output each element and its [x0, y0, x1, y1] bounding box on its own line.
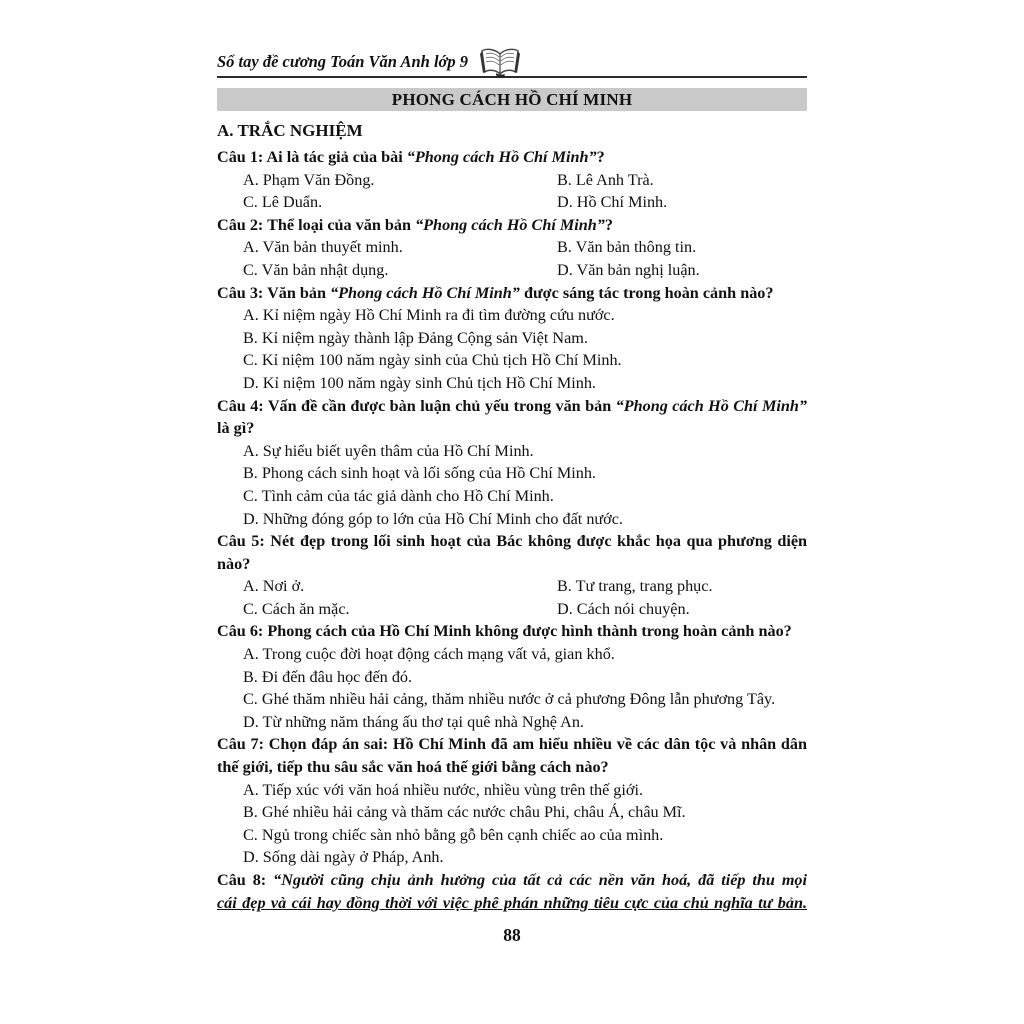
option-text: Tình cảm của tác giả dành cho Hồ Chí Minh.	[261, 486, 554, 505]
option-d	[243, 711, 807, 734]
option-key: D.	[557, 260, 573, 279]
option-a	[243, 236, 557, 259]
question-stem-text	[217, 894, 807, 912]
option-a	[243, 779, 807, 802]
question-stem	[217, 395, 807, 440]
options	[217, 779, 807, 869]
option-key: A.	[243, 170, 259, 189]
option-c	[243, 485, 807, 508]
question-stem	[217, 146, 807, 169]
option-key: B.	[243, 803, 258, 822]
question-3	[217, 282, 807, 395]
option-text: Kỉ niệm 100 năm ngày sinh của Chủ tịch Hồ Chí Minh.	[261, 351, 622, 370]
question-label: Câu 1:	[217, 148, 264, 166]
option-d	[243, 846, 807, 869]
option-d	[557, 259, 807, 282]
options	[217, 440, 807, 530]
options	[217, 575, 807, 620]
question-stem	[217, 733, 807, 778]
option-key: A.	[243, 577, 259, 596]
open-book-icon	[478, 46, 522, 78]
text-segment: Văn bản	[267, 283, 331, 302]
question-label: Câu 3:	[217, 283, 264, 302]
option-text: Ghé thăm nhiều hải cảng, thăm nhiều nước ở cả phương Đông lẫn phương Tây.	[261, 690, 776, 709]
option-b	[243, 327, 807, 350]
text-segment: “Phong cách Hồ Chí Minh”	[406, 148, 597, 166]
option-d	[243, 372, 807, 395]
option-text: Những đóng góp to lớn của Hồ Chí Minh cho đất nước.	[262, 509, 623, 528]
option-c	[243, 598, 557, 621]
question-6	[217, 620, 807, 733]
options	[217, 304, 807, 394]
text-segment: ?	[604, 215, 613, 234]
option-c	[243, 349, 807, 372]
option-text: Từ những năm tháng ấu thơ tại quê nhà Nghệ An.	[262, 712, 584, 731]
option-key: B.	[557, 170, 572, 189]
text-segment: Chọn đáp án sai: Hồ Chí Minh đã am hiểu nhiều về các dân tộc và nhân dân thế giới, tiếp thu sâu sắc văn hoá thế giới bằng cách nào?	[217, 735, 807, 777]
question-label: Câu 5:	[217, 532, 265, 551]
option-key: D.	[243, 848, 259, 867]
option-text: Ghé nhiều hải cảng và thăm các nước châu Phi, châu Á, châu Mĩ.	[261, 803, 686, 822]
option-text: Văn bản thông tin.	[575, 238, 697, 257]
option-key: C.	[243, 351, 258, 370]
option-text: Tiếp xúc với văn hoá nhiều nước, nhiều vùng trên thế giới.	[262, 780, 643, 799]
option-b	[243, 462, 807, 485]
option-b	[243, 666, 807, 689]
text-segment: Ai là tác giả của bài	[266, 148, 407, 166]
question-stem	[217, 282, 807, 305]
option-key: C.	[243, 690, 258, 709]
text-segment: ?	[596, 148, 605, 166]
question-label: Câu 8:	[217, 871, 267, 889]
questions-list	[217, 146, 807, 914]
option-key: C.	[243, 260, 258, 279]
running-head: Sổ tay đề cương Toán Văn Anh lớp 9	[217, 52, 469, 71]
option-b	[243, 801, 807, 824]
page-header	[217, 46, 807, 78]
option-key: A.	[243, 238, 259, 257]
option-key: A.	[243, 780, 259, 799]
option-text: Nơi ở.	[262, 577, 305, 596]
option-text: Phong cách sinh hoạt và lối sống của Hồ Chí Minh.	[261, 464, 596, 483]
option-c	[243, 688, 807, 711]
option-c	[243, 824, 807, 847]
option-b	[557, 236, 807, 259]
option-a	[243, 169, 557, 192]
option-text: Kỉ niệm 100 năm ngày sinh Chủ tịch Hồ Chí Minh.	[262, 373, 596, 392]
question-label: Câu 2:	[217, 215, 264, 234]
option-c	[243, 259, 557, 282]
option-key: B.	[557, 577, 572, 596]
option-text: Đi đến đâu học đến đó.	[261, 667, 413, 686]
question-stem-text	[267, 284, 773, 302]
option-text: Ngủ trong chiếc sàn nhỏ bằng gỗ bên cạnh chiếc ao của mình.	[261, 825, 664, 844]
option-a	[243, 440, 807, 463]
text-segment: được sáng tác trong hoàn cảnh nào?	[519, 283, 774, 302]
question-stem	[217, 620, 807, 643]
option-text: Văn bản thuyết minh.	[262, 238, 403, 257]
option-b	[557, 169, 807, 192]
option-text: Cách nói chuyện.	[576, 599, 690, 618]
option-d	[557, 191, 807, 214]
option-text: Kỉ niệm ngày thành lập Đảng Cộng sản Việt Nam.	[261, 328, 588, 347]
option-key: C.	[243, 599, 258, 618]
question-stem-text	[267, 216, 613, 234]
question-5	[217, 530, 807, 620]
option-a	[243, 575, 557, 598]
question-stem	[217, 530, 807, 575]
option-key: D.	[243, 712, 259, 731]
option-b	[557, 575, 807, 598]
option-text: Phạm Văn Đồng.	[262, 170, 375, 189]
text-segment: Vấn đề cần được bàn luận chủ yếu trong văn bản	[267, 396, 616, 415]
option-text: Sống dài ngày ở Pháp, Anh.	[262, 848, 444, 867]
page-number: 88	[503, 925, 521, 946]
question-stem	[217, 214, 807, 237]
option-text: Sự hiểu biết uyên thâm của Hồ Chí Minh.	[262, 441, 534, 460]
option-key: B.	[243, 328, 258, 347]
option-key: D.	[557, 599, 573, 618]
option-a	[243, 643, 807, 666]
option-text: Văn bản nghị luận.	[576, 260, 700, 279]
option-key: C.	[243, 825, 258, 844]
option-text: Văn bản nhật dụng.	[261, 260, 389, 279]
option-text: Kỉ niệm ngày Hồ Chí Minh ra đi tìm đường cứu nước.	[262, 306, 615, 325]
text-segment: Nét đẹp trong lối sinh hoạt của Bác không được khắc họa qua phương diện nào?	[217, 532, 808, 573]
option-text: Lê Duẩn.	[261, 193, 323, 212]
option-key: B.	[243, 667, 258, 686]
question-label: Câu 6:	[217, 622, 264, 641]
question-1	[217, 146, 807, 214]
option-key: C.	[243, 193, 258, 212]
options	[217, 236, 807, 281]
text-segment: “Người cũng chịu ảnh hưởng của tất cả các nền văn hoá, đã tiếp thu mọi	[273, 871, 808, 889]
question-stem-line-1	[217, 869, 807, 892]
part-label: A. TRẮC NGHIỆM	[217, 121, 363, 140]
option-text: Hồ Chí Minh.	[576, 193, 668, 212]
question-stem-text	[266, 148, 604, 166]
options	[217, 643, 807, 733]
option-key: D.	[557, 193, 573, 212]
option-d	[557, 598, 807, 621]
text-segment: “Phong cách Hồ Chí Minh”	[415, 215, 605, 234]
text-segment: Phong cách của Hồ Chí Minh không được hình thành trong hoàn cảnh nào?	[267, 622, 792, 641]
option-key: A.	[243, 306, 259, 325]
text-segment: “Phong cách Hồ Chí Minh”	[330, 283, 520, 302]
question-label: Câu 4:	[217, 396, 264, 415]
question-label: Câu 7:	[217, 735, 264, 754]
option-key: B.	[557, 238, 572, 257]
book-page	[217, 46, 807, 946]
question-stem-text	[217, 735, 807, 776]
option-key: A.	[243, 441, 259, 460]
question-8	[217, 869, 807, 914]
option-key: A.	[243, 645, 259, 664]
option-text: Tư trang, trang phục.	[575, 577, 713, 596]
option-text: Trong cuộc đời hoạt động cách mạng vất vả, gian khổ.	[262, 645, 615, 664]
option-text: Lê Anh Trà.	[575, 170, 654, 189]
option-a	[243, 304, 807, 327]
text-segment: Thể loại của văn bản	[267, 215, 416, 234]
option-key: C.	[243, 486, 258, 505]
question-stem-text	[217, 532, 807, 573]
section-title: PHONG CÁCH HỒ CHÍ MINH	[217, 88, 807, 111]
options	[217, 169, 807, 214]
option-c	[243, 191, 557, 214]
question-4	[217, 395, 807, 531]
question-2	[217, 214, 807, 282]
text-segment: “Phong cách Hồ Chí Minh”	[615, 396, 807, 415]
question-7	[217, 733, 807, 869]
text-segment: là gì?	[217, 419, 255, 438]
question-stem-text	[217, 397, 807, 438]
option-d	[243, 508, 807, 531]
text-segment: cái đẹp và cái hay đồng thời với việc phê phán những tiêu cực của chủ nghĩa tư bản.	[217, 893, 807, 912]
option-key: D.	[243, 509, 259, 528]
question-stem-text	[267, 622, 791, 640]
option-key: B.	[243, 464, 258, 483]
option-text: Cách ăn mặc.	[261, 599, 350, 618]
question-stem-text	[273, 871, 807, 889]
option-key: D.	[243, 373, 259, 392]
question-stem-line-2	[217, 892, 807, 915]
